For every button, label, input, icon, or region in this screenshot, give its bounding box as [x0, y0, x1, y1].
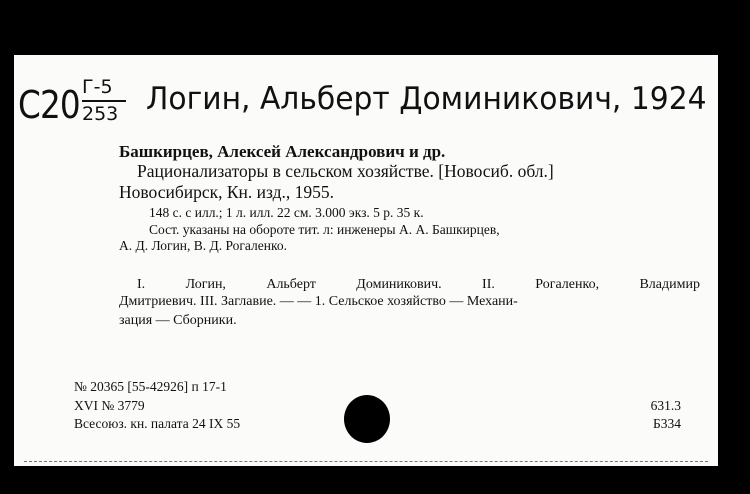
footer-series-number: XVI № 3779 [74, 398, 145, 413]
entry-author: Башкирцев, Алексей Александрович и др. [119, 142, 446, 161]
footer-chamber-stamp: Всесоюз. кн. палата 24 IX 55 [74, 416, 241, 431]
entry-note-line1: Сост. указаны на обороте тит. л: инженеры А. А. Башкирцев, [149, 222, 500, 237]
tracing-word: I. [137, 277, 146, 292]
tracing-line3: зация — Сборники. [119, 313, 237, 328]
entry-title: Рационализаторы в сельском хозяйстве. [Новосиб. обл.] [137, 161, 554, 181]
tracing-word: Владимир [639, 277, 700, 292]
handwritten-heading-name: Логин, Альберт Доминикович, 1924 [146, 81, 707, 117]
bottom-dashed-line [24, 461, 708, 462]
fraction-bar [82, 100, 126, 102]
footer-record-number: № 20365 [55-42926] п 17-1 [74, 379, 227, 394]
tracing-word: Альберт [266, 277, 316, 292]
handwritten-shelf-sup: Г-5 [82, 76, 113, 98]
catalog-card [14, 55, 718, 466]
entry-note-line2: А. Д. Логин, В. Д. Рогаленко. [119, 238, 287, 253]
tracing-word: Доминикович. [356, 277, 442, 292]
entry-imprint: Новосибирск, Кн. изд., 1955. [119, 182, 335, 202]
tracing-line2: Дмитриевич. III. Заглавие. — — 1. Сельское хозяйство — Механи- [119, 294, 518, 309]
footer-class-number: 631.3 [650, 398, 681, 413]
tracing-word: Рогаленко, [535, 277, 600, 292]
tracing-word: II. [482, 277, 495, 292]
handwritten-shelf-sub: 253 [82, 103, 119, 125]
handwritten-shelf-code: С20 [18, 83, 80, 127]
punch-hole [344, 395, 390, 443]
footer-author-mark: Б334 [652, 416, 681, 431]
tracing-line1 [137, 277, 700, 293]
entry-collation: 148 с. с илл.; 1 л. илл. 22 см. 3.000 экз. 5 р. 35 к. [149, 205, 424, 220]
tracing-word: Логин, [185, 277, 226, 292]
